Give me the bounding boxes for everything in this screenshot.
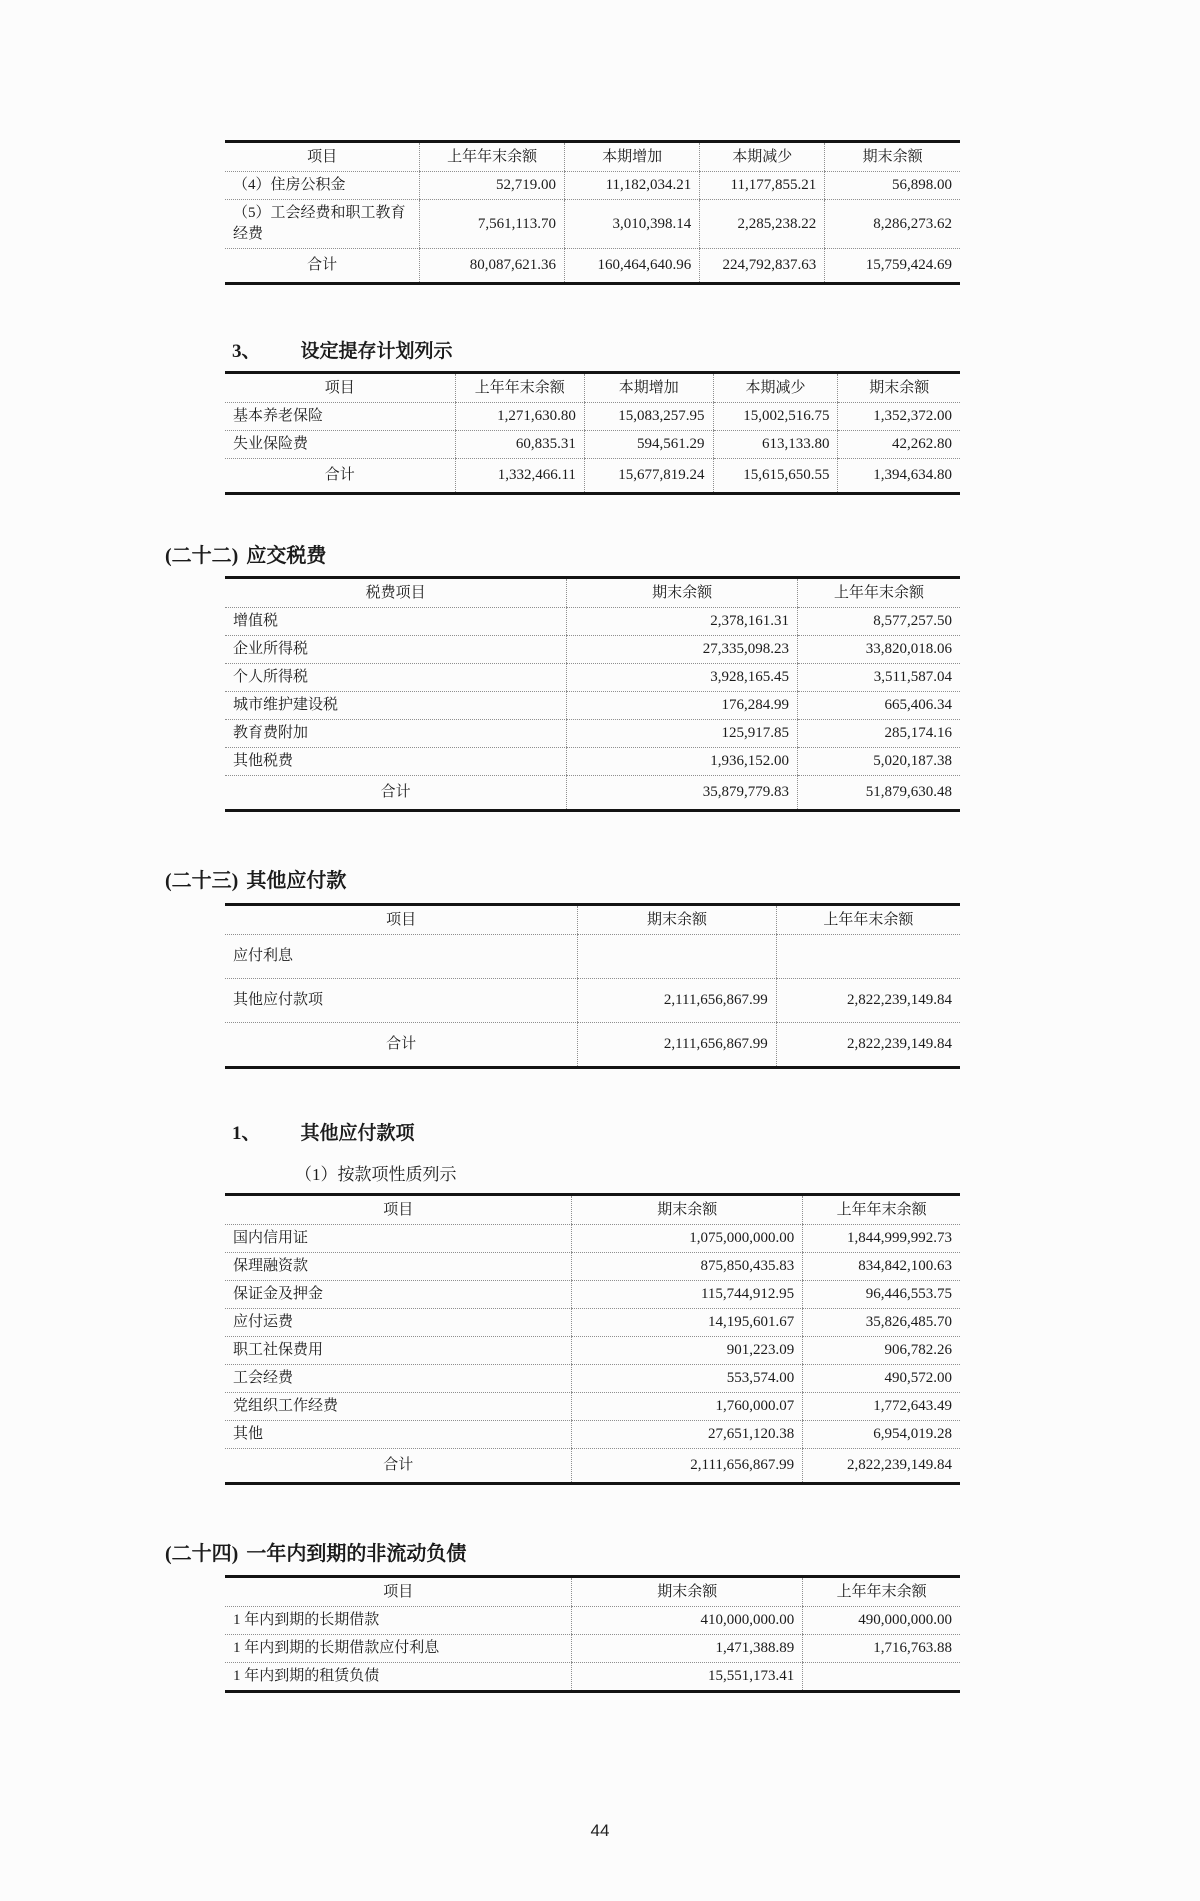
row-label: 应付利息 [225, 935, 578, 979]
cell-value: 15,759,424.69 [825, 249, 960, 284]
cell-value: 42,262.80 [838, 431, 960, 459]
cell-value: 285,174.16 [798, 720, 960, 748]
cell-value: 901,223.09 [572, 1337, 803, 1365]
cell-value: 2,822,239,149.84 [776, 979, 960, 1023]
heading-number: (二十四) [165, 1543, 239, 1565]
cell-value: 2,111,656,867.99 [572, 1449, 803, 1484]
table-row [225, 1635, 960, 1663]
cell-value: 51,879,630.48 [798, 776, 960, 811]
financial-table [225, 140, 960, 285]
column-header: 税费项目 [225, 578, 567, 608]
cell-value: 2,285,238.22 [700, 200, 825, 249]
column-header: 项目 [225, 1577, 572, 1607]
cell-value: 553,574.00 [572, 1365, 803, 1393]
cell-value: 3,010,398.14 [565, 200, 700, 249]
table-other-payables [225, 903, 960, 1069]
cell-value: 1,471,388.89 [572, 1635, 803, 1663]
row-label: 其他税费 [225, 748, 567, 776]
cell-value: 8,577,257.50 [798, 608, 960, 636]
cell-value: 410,000,000.00 [572, 1607, 803, 1635]
column-header: 本期减少 [713, 373, 838, 403]
table-by-nature [225, 1193, 960, 1485]
column-header: 期末余额 [567, 578, 798, 608]
column-header: 期末余额 [838, 373, 960, 403]
row-label: 企业所得税 [225, 636, 567, 664]
cell-value: 3,511,587.04 [798, 664, 960, 692]
row-label: 基本养老保险 [225, 403, 455, 431]
cell-value: 15,677,819.24 [584, 459, 713, 494]
column-header: 期末余额 [825, 142, 960, 172]
total-row [225, 776, 960, 811]
cell-value [776, 935, 960, 979]
header-row [225, 905, 960, 935]
header-row [225, 1577, 960, 1607]
financial-table [225, 371, 960, 495]
subsection-heading-by-nature: （1）按款项性质列示 [295, 1165, 457, 1184]
row-label: 其他应付款项 [225, 979, 578, 1023]
row-label: 增值税 [225, 608, 567, 636]
cell-value: 11,177,855.21 [700, 172, 825, 200]
column-header: 期末余额 [578, 905, 776, 935]
table-taxes-payable [225, 576, 960, 812]
row-label: 其他 [225, 1421, 572, 1449]
row-label: 合计 [324, 467, 355, 483]
cell-value [803, 1663, 960, 1692]
cell-value: 125,917.85 [567, 720, 798, 748]
cell-value: 1,075,000,000.00 [572, 1225, 803, 1253]
heading-number: (二十二) [165, 545, 239, 567]
table-row [225, 664, 960, 692]
row-label: 合计 [386, 1036, 417, 1052]
column-header: 项目 [225, 905, 578, 935]
table-row [225, 748, 960, 776]
table-row [225, 636, 960, 664]
column-header: 上年年末余额 [776, 905, 960, 935]
cell-value: 6,954,019.28 [803, 1421, 960, 1449]
heading-text: 其他应付款项 [300, 1123, 415, 1144]
cell-value: 14,195,601.67 [572, 1309, 803, 1337]
column-header: 上年年末余额 [798, 578, 960, 608]
table-row [225, 720, 960, 748]
row-label: 职工社保费用 [225, 1337, 572, 1365]
cell-value: 3,928,165.45 [567, 664, 798, 692]
table-row [225, 608, 960, 636]
cell-value: 1,332,466.11 [455, 459, 584, 494]
column-header: 上年年末余额 [455, 373, 584, 403]
row-label: 保理融资款 [225, 1253, 572, 1281]
cell-value: 160,464,640.96 [565, 249, 700, 284]
cell-value: 875,850,435.83 [572, 1253, 803, 1281]
row-label: 国内信用证 [225, 1225, 572, 1253]
cell-value: 1,844,999,992.73 [803, 1225, 960, 1253]
row-label: 城市维护建设税 [225, 692, 567, 720]
row-label: 合计 [380, 784, 411, 800]
heading-text: 一年内到期的非流动负债 [246, 1543, 467, 1565]
cell-value: 665,406.34 [798, 692, 960, 720]
header-row [225, 578, 960, 608]
cell-value: 33,820,018.06 [798, 636, 960, 664]
table-row [225, 935, 960, 979]
cell-value: 1,352,372.00 [838, 403, 960, 431]
table-row [225, 1337, 960, 1365]
column-header: 本期增加 [565, 142, 700, 172]
section-heading-contribution-plan [232, 339, 1200, 364]
section-heading-other-payable-items [232, 1121, 1200, 1146]
cell-value: 15,083,257.95 [584, 403, 713, 431]
section-heading-noncurrent-due [165, 1541, 1200, 1567]
cell-value: 52,719.00 [420, 172, 565, 200]
table-row [225, 979, 960, 1023]
cell-value: 8,286,273.62 [825, 200, 960, 249]
heading-number: 1、 [232, 1123, 261, 1144]
table-row [225, 403, 960, 431]
financial-table [225, 903, 960, 1069]
heading-number: (二十三) [165, 870, 239, 892]
heading-number: 3、 [232, 341, 261, 362]
row-label: 1 年内到期的长期借款应付利息 [225, 1635, 572, 1663]
table-row [225, 1663, 960, 1692]
cell-value: 1,936,152.00 [567, 748, 798, 776]
column-header: 项目 [225, 373, 455, 403]
cell-value: 80,087,621.36 [420, 249, 565, 284]
heading-text: 设定提存计划列示 [300, 341, 453, 362]
cell-value [578, 935, 776, 979]
row-label: 合计 [383, 1457, 414, 1473]
table-row [225, 1253, 960, 1281]
header-row [225, 1195, 960, 1225]
financial-table [225, 1193, 960, 1485]
row-label: 1 年内到期的长期借款 [225, 1607, 572, 1635]
table-contribution-plan [225, 371, 960, 495]
cell-value: 1,394,634.80 [838, 459, 960, 494]
row-label: 应付运费 [225, 1309, 572, 1337]
cell-value: 490,000,000.00 [803, 1607, 960, 1635]
header-row [225, 373, 960, 403]
row-label: 工会经费 [225, 1365, 572, 1393]
column-header: 上年年末余额 [803, 1195, 960, 1225]
cell-value: 35,826,485.70 [803, 1309, 960, 1337]
section-heading-other-payables [165, 868, 1200, 894]
cell-value: 115,744,912.95 [572, 1281, 803, 1309]
row-label: 个人所得税 [225, 664, 567, 692]
row-label: （5）工会经费和职工教育经费 [225, 200, 420, 249]
cell-value: 2,822,239,149.84 [776, 1023, 960, 1068]
table-row [225, 200, 960, 249]
table-row [225, 431, 960, 459]
cell-value: 490,572.00 [803, 1365, 960, 1393]
cell-value: 594,561.29 [584, 431, 713, 459]
cell-value: 15,551,173.41 [572, 1663, 803, 1692]
table-row [225, 692, 960, 720]
cell-value: 60,835.31 [455, 431, 584, 459]
column-header: 上年年末余额 [420, 142, 565, 172]
row-label: 教育费附加 [225, 720, 567, 748]
cell-value: 834,842,100.63 [803, 1253, 960, 1281]
row-label: 保证金及押金 [225, 1281, 572, 1309]
total-row [225, 249, 960, 284]
table-row [225, 1607, 960, 1635]
cell-value: 2,111,656,867.99 [578, 1023, 776, 1068]
table-row [225, 1281, 960, 1309]
column-header: 本期减少 [700, 142, 825, 172]
financial-table [225, 1575, 960, 1693]
cell-value: 27,651,120.38 [572, 1421, 803, 1449]
cell-value: 1,271,630.80 [455, 403, 584, 431]
row-label: 1 年内到期的租赁负债 [233, 1668, 380, 1684]
cell-value: 906,782.26 [803, 1337, 960, 1365]
total-row [225, 1449, 960, 1484]
cell-value: 1,772,643.49 [803, 1393, 960, 1421]
cell-value: 2,111,656,867.99 [578, 979, 776, 1023]
table-row [225, 172, 960, 200]
column-header: 项目 [225, 142, 420, 172]
cell-value: 176,284.99 [567, 692, 798, 720]
cell-value: 5,020,187.38 [798, 748, 960, 776]
table-row [225, 1309, 960, 1337]
cell-value: 96,446,553.75 [803, 1281, 960, 1309]
cell-value: 27,335,098.23 [567, 636, 798, 664]
column-header: 上年年末余额 [803, 1577, 960, 1607]
total-row [225, 1023, 960, 1068]
table-noncurrent-due [225, 1575, 960, 1693]
cell-value: 2,378,161.31 [567, 608, 798, 636]
column-header: 期末余额 [572, 1577, 803, 1607]
column-header: 项目 [225, 1195, 572, 1225]
column-header: 本期增加 [584, 373, 713, 403]
total-row [225, 459, 960, 494]
row-label: 党组织工作经费 [225, 1393, 572, 1421]
cell-value: 7,561,113.70 [420, 200, 565, 249]
row-label: 失业保险费 [225, 431, 455, 459]
heading-text: 应交税费 [246, 545, 327, 567]
cell-value: 613,133.80 [713, 431, 838, 459]
table-row [225, 1421, 960, 1449]
row-label: （4）住房公积金 [225, 172, 420, 200]
heading-text: 其他应付款 [246, 870, 347, 892]
financial-table [225, 576, 960, 812]
column-header: 期末余额 [572, 1195, 803, 1225]
row-label: 合计 [307, 257, 338, 273]
cell-value: 1,716,763.88 [803, 1635, 960, 1663]
cell-value: 35,879,779.83 [567, 776, 798, 811]
table-row [225, 1393, 960, 1421]
cell-value: 15,002,516.75 [713, 403, 838, 431]
cell-value: 1,760,000.07 [572, 1393, 803, 1421]
cell-value: 56,898.00 [825, 172, 960, 200]
section-heading-taxes-payable [165, 543, 1200, 569]
table-social-fund [225, 140, 960, 285]
cell-value: 15,615,650.55 [713, 459, 838, 494]
table-row [225, 1365, 960, 1393]
cell-value: 11,182,034.21 [565, 172, 700, 200]
page-number: 44 [590, 1821, 610, 1840]
cell-value: 224,792,837.63 [700, 249, 825, 284]
table-row [225, 1225, 960, 1253]
header-row [225, 142, 960, 172]
cell-value: 2,822,239,149.84 [803, 1449, 960, 1484]
